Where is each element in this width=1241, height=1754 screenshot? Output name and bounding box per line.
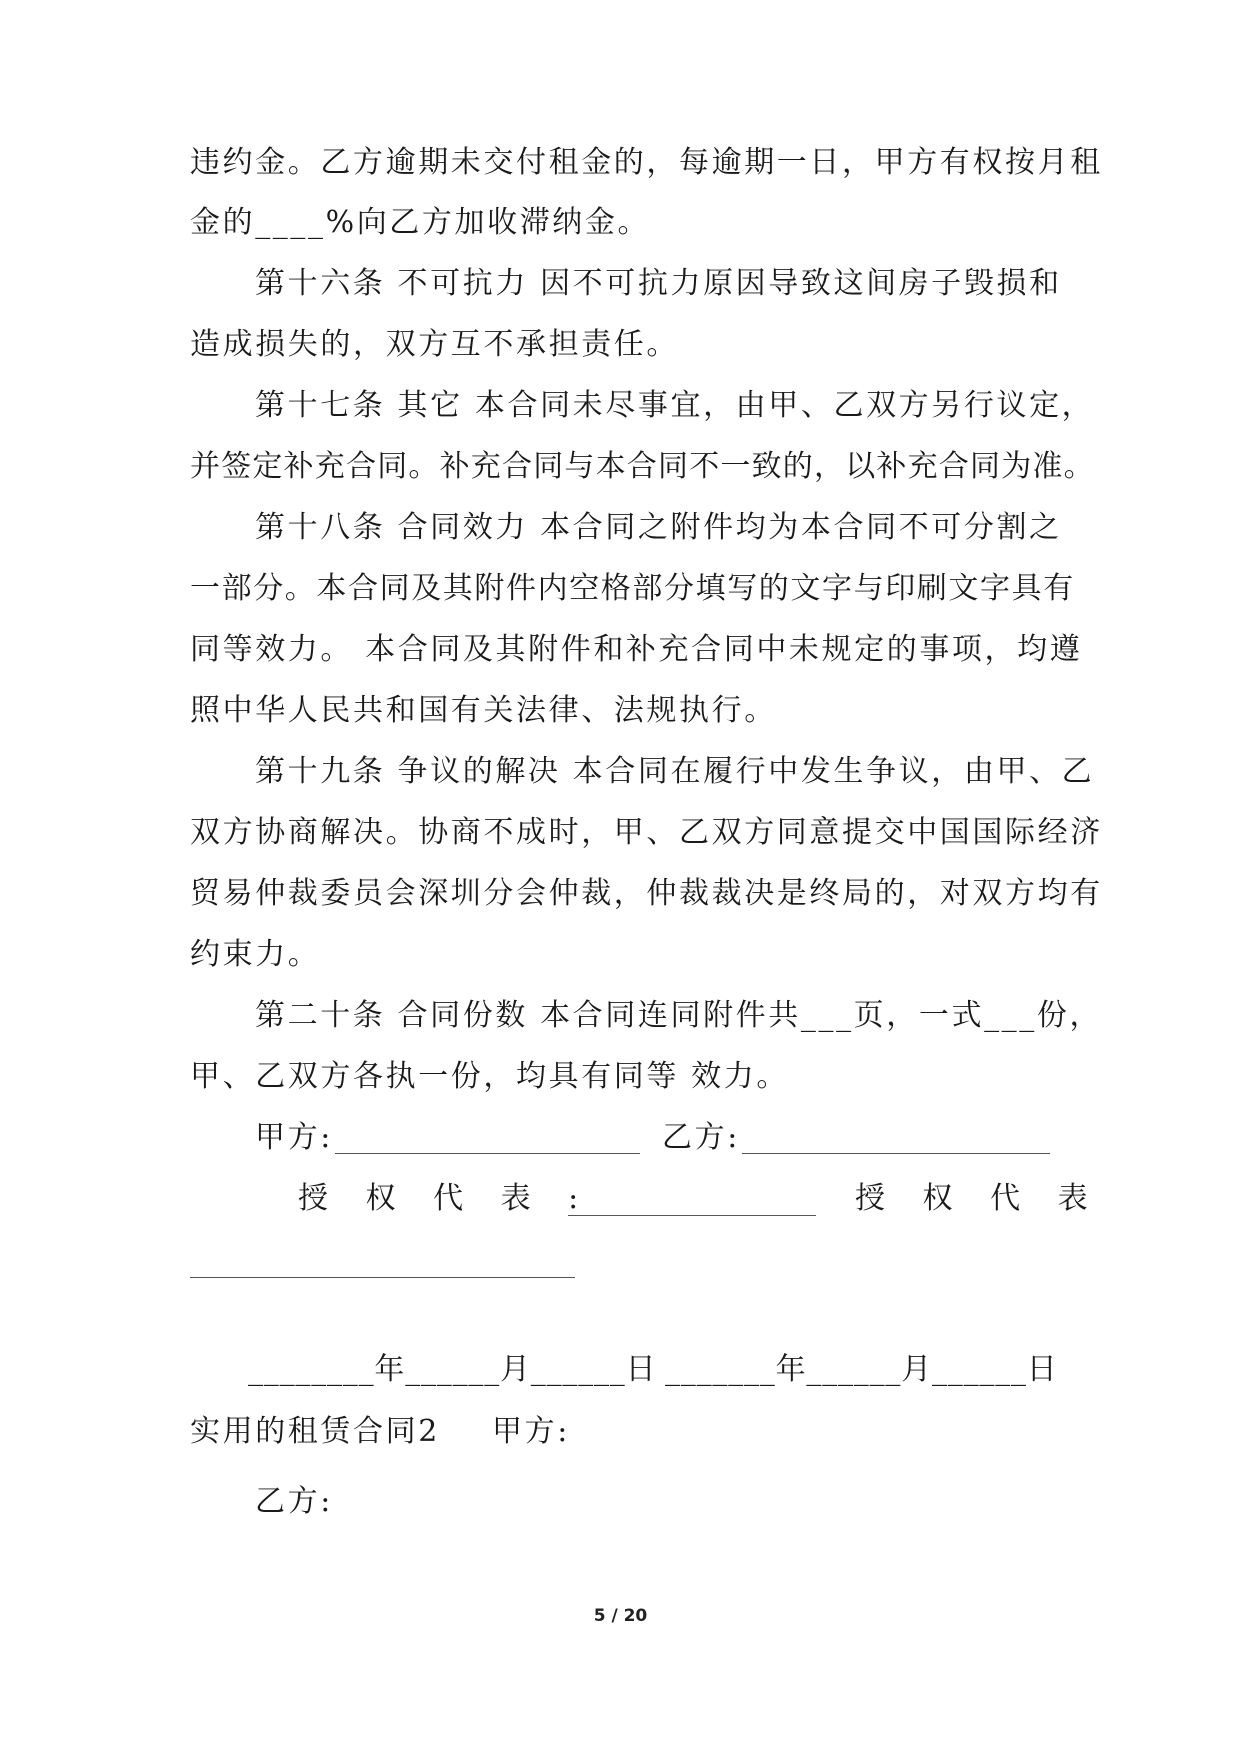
text-line: 违约金。乙方逾期未交付租金的，每逾期一日，甲方有权按月租 [190,145,1103,180]
text-line: 双方协商解决。协商不成时，甲、乙双方同意提交中国国际经济 [190,815,1103,850]
auth-rep-a-label: 授 权 代 表 : [298,1181,593,1216]
party-b-signature-line [742,1153,1050,1154]
clause-17: 第十七条 其它 本合同未尽事宜，由甲、乙双方另行议定， [255,388,1095,423]
text-line: 并签定补充合同。补充合同与本合同不一致的，以补充合同为准。 [190,449,1095,484]
clause-16: 第十六条 不可抗力 因不可抗力原因导致这间房子毁损和 [255,266,1062,301]
text-line: 同等效力。 本合同及其附件和补充合同中未规定的事项，均遵 [190,632,1083,667]
party-a-label: 甲方: [255,1120,333,1155]
text-line: 甲、乙双方各执一份，均具有同等 效力。 [190,1059,789,1094]
clause-19: 第十九条 争议的解决 本合同在履行中发生争议，由甲、乙 [255,754,1095,789]
auth-rep-b-signature-line [190,1277,575,1278]
text-line: 约束力。 [190,937,321,972]
date-b: _______年______月______日 [665,1352,1058,1387]
next-party-a-label: 甲方: [492,1414,570,1449]
text-line: 金的____%向乙方加收滞纳金。 [190,205,651,240]
auth-rep-a-signature-line [568,1215,816,1216]
clause-18: 第十八条 合同效力 本合同之附件均为本合同不可分割之 [255,510,1062,545]
party-b-label: 乙方: [662,1120,740,1155]
auth-rep-b-label: 授 权 代 表 [855,1181,1102,1216]
text-line: 一部分。本合同及其附件内空格部分填写的文字与印刷文字具有 [190,571,1075,606]
next-contract-title: 实用的租赁合同2 [190,1414,440,1449]
date-a: ________年______月______日 [248,1352,657,1387]
clause-20: 第二十条 合同份数 本合同连同附件共___页，一式___份， [255,998,1103,1033]
page-number: 5 / 20 [593,1606,648,1626]
party-a-signature-line [335,1153,640,1154]
next-party-b-label: 乙方: [255,1484,333,1519]
text-line: 贸易仲裁委员会深圳分会仲裁，仲裁裁决是终局的，对双方均有 [190,876,1103,911]
text-line: 造成损失的，双方互不承担责任。 [190,327,679,362]
text-line: 照中华人民共和国有关法律、法规执行。 [190,693,777,728]
